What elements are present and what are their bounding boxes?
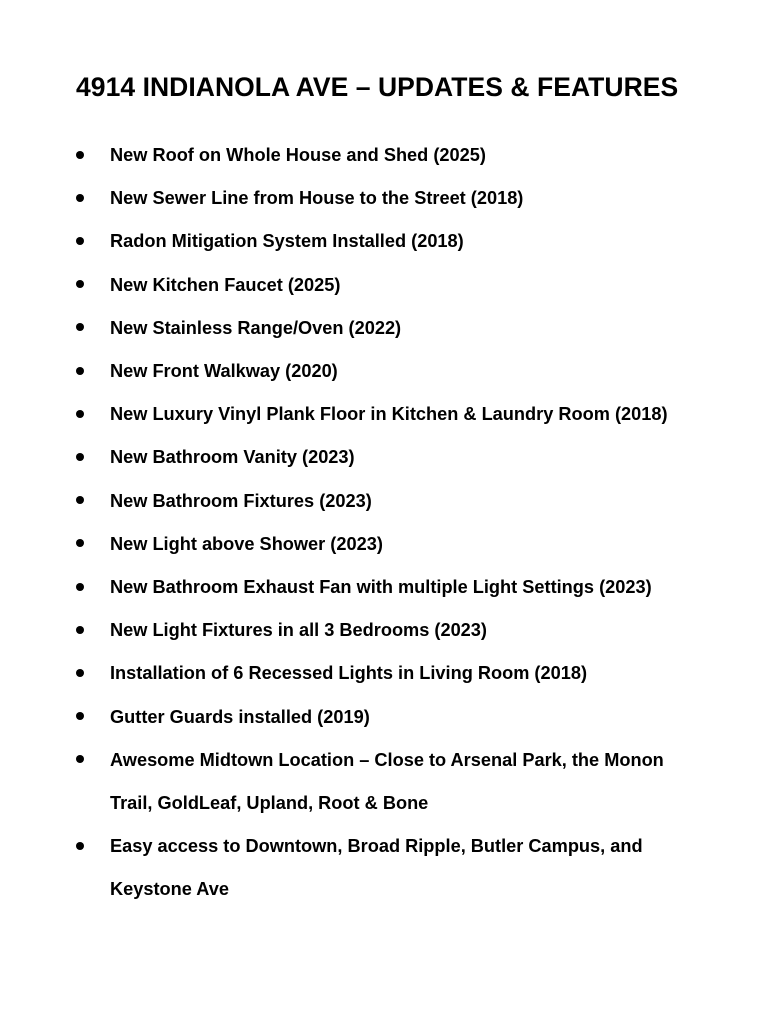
list-item-text: New Sewer Line from House to the Street (2018) [110, 188, 524, 209]
list-item-text: Gutter Guards installed (2019) [110, 706, 370, 727]
bullet-icon [76, 739, 86, 782]
list-item [0, 480, 781, 523]
list-item-text: New Light above Shower (2023) [110, 533, 383, 554]
list-item-text: New Bathroom Exhaust Fan with multiple Light Settings (2023) [110, 577, 652, 598]
list-item [0, 436, 781, 479]
list-item [0, 609, 781, 652]
list-item [0, 177, 781, 220]
list-item [0, 696, 781, 739]
list-item [0, 264, 781, 307]
list-item [0, 523, 781, 566]
bullet-icon [76, 696, 86, 739]
list-item-text: Radon Mitigation System Installed (2018) [110, 231, 464, 252]
list-item [0, 307, 781, 350]
list-item-text: New Light Fixtures in all 3 Bedrooms (2023) [110, 620, 487, 641]
bullet-icon [76, 350, 86, 393]
list-item [0, 393, 781, 436]
list-item-text: New Luxury Vinyl Plank Floor in Kitchen & Laundry Room (2018) [110, 404, 668, 425]
list-item-text: Awesome Midtown Location – Close to Arsenal Park, the Monon [110, 749, 664, 770]
list-item-text: New Bathroom Vanity (2023) [110, 447, 355, 468]
list-item-text: Easy access to Downtown, Broad Ripple, Butler Campus, and [110, 836, 643, 857]
list-item [0, 220, 781, 263]
list-item [0, 652, 781, 695]
bullet-icon [76, 436, 86, 479]
list-item [0, 566, 781, 609]
list-item-text: New Bathroom Fixtures (2023) [110, 490, 372, 511]
list-item-text: New Front Walkway (2020) [110, 361, 338, 382]
list-item [0, 739, 781, 825]
list-item-text-continuation: Trail, GoldLeaf, Upland, Root & Bone [110, 793, 429, 814]
bullet-icon [76, 523, 86, 566]
list-item-text-continuation: Keystone Ave [110, 879, 229, 900]
bullet-icon [76, 220, 86, 263]
list-item-text: New Stainless Range/Oven (2022) [110, 317, 402, 338]
bullet-icon [76, 825, 86, 868]
bullet-icon [76, 307, 86, 350]
bullet-icon [76, 134, 86, 177]
list-item [0, 825, 781, 911]
bullet-icon [76, 264, 86, 307]
document-title: 4914 INDIANOLA AVE – UPDATES & FEATURES [76, 72, 679, 102]
bullet-icon [76, 177, 86, 220]
list-item-text: New Kitchen Faucet (2025) [110, 274, 341, 295]
features-list [0, 134, 781, 912]
list-item-text: New Roof on Whole House and Shed (2025) [110, 145, 486, 165]
list-item [0, 350, 781, 393]
bullet-icon [76, 393, 86, 436]
list-item [0, 134, 781, 177]
bullet-icon [76, 652, 86, 695]
bullet-icon [76, 609, 86, 652]
list-item-text: Installation of 6 Recessed Lights in Living Room (2018) [110, 663, 588, 684]
bullet-icon [76, 480, 86, 523]
bullet-icon [76, 566, 86, 609]
